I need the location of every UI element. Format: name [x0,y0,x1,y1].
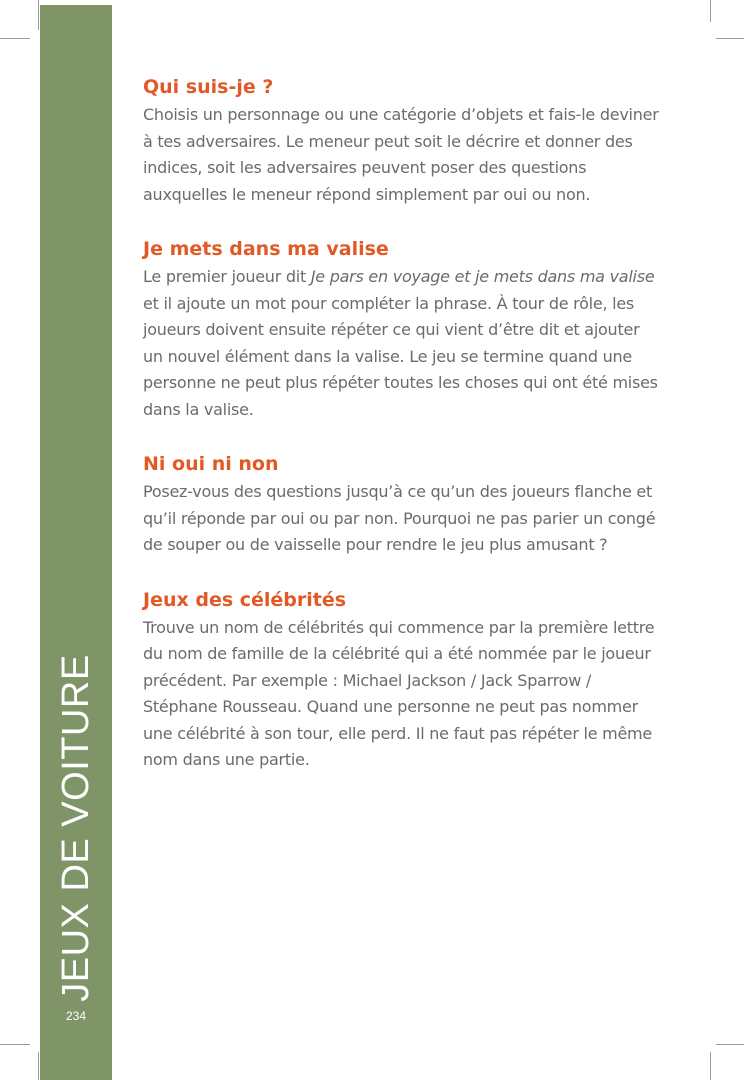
crop-mark-top-left-vertical [38,0,39,30]
crop-mark-bottom-left-horizontal [0,1044,30,1045]
section-je-mets-dans-ma-valise [143,234,663,423]
section-heading: Qui suis-je ? [143,76,274,98]
section-body [143,264,663,423]
section-body: Choisis un personnage ou une catégorie d’objets et fais-le deviner à tes adversaires. Le meneur peut soit le décrire et donner des indices, soit les adversaires peuvent poser des questions auxquelles le meneur répond simplement par oui ou non. [143,105,659,204]
section-heading: Ni oui ni non [143,453,279,475]
crop-mark-bottom-right-vertical [710,1052,711,1080]
crop-mark-top-right-horizontal [716,38,744,39]
body-text: et il ajoute un mot pour compléter la phrase. À tour de rôle, les joueurs doivent ensuite répéter ce qui vient d’être dit et ajouter un nouvel élément dans la valise. Le jeu se termine quand une personne ne peut plus répéter toutes les choses qui ont été mises dans la valise. [143,293,658,419]
section-ni-oui-ni-non [143,449,663,559]
chapter-title: JEUX DE VOITURE [55,654,97,1002]
crop-mark-top-right-vertical [710,0,711,22]
section-body: Trouve un nom de célébrités qui commence par la première lettre du nom de famille de la célébrité qui a été nommée par le joueur précédent. Par exemple : Michael Jackson / Jack Sparrow / Stéphane Rousseau. Quand une personne ne peut pas nommer une célébrité à son tour, elle perd. Il ne faut pas répéter le même nom dans une partie. [143,617,655,769]
page-number: 234 [65,1009,87,1023]
section-heading: Jeux des célébrités [143,588,347,611]
section-jeux-des-celebrites [143,585,663,774]
page-content [143,72,663,800]
crop-mark-bottom-left-vertical [38,1052,39,1080]
body-text: Le premier joueur dit [143,267,311,286]
section-heading: Je mets dans ma valise [143,238,389,260]
section-qui-suis-je [143,72,663,208]
crop-mark-top-left-horizontal [0,38,30,39]
section-body: Posez-vous des questions jusqu’à ce qu’un des joueurs flanche et qu’il réponde par oui ou par non. Pourquoi ne pas parier un congé de souper ou de vaisselle pour rendre le jeu plus amusant ? [143,482,656,554]
crop-mark-bottom-right-horizontal [716,1044,744,1045]
chapter-sidebar [40,5,112,1080]
italic-phrase: Je pars en voyage et je mets dans ma valise [310,267,655,286]
